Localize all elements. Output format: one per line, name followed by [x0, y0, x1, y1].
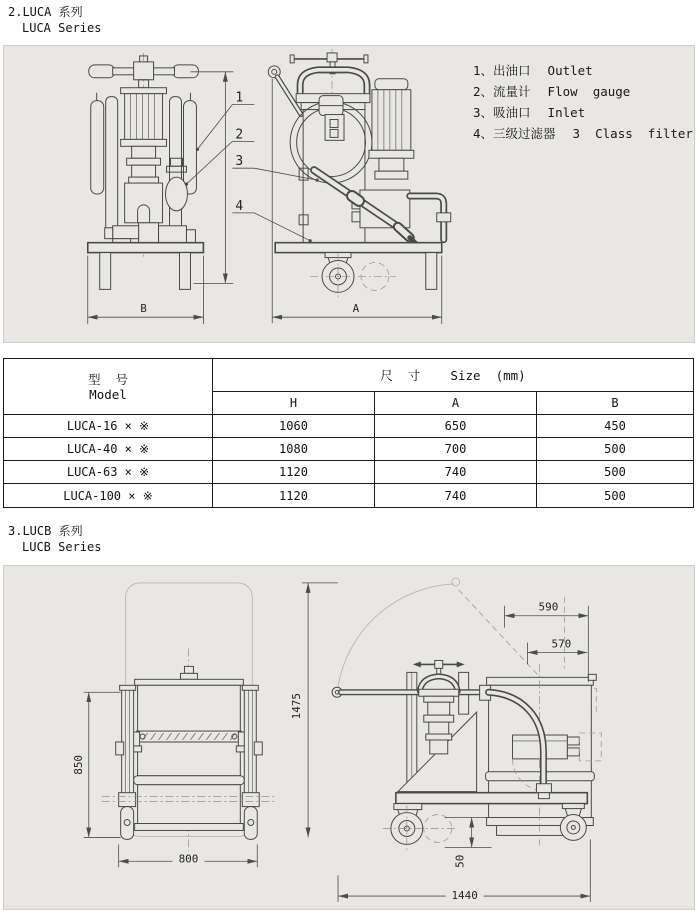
side-base	[275, 243, 442, 290]
dim-50	[445, 818, 492, 868]
h-cell: 1120	[213, 484, 375, 507]
outlet-pipe	[410, 196, 451, 240]
luca-side-view	[268, 49, 450, 324]
dim-label-800: 800	[178, 852, 199, 866]
legend-num: 1、	[473, 63, 494, 78]
legend-num: 2、	[473, 84, 494, 99]
b-cell: 450	[537, 415, 693, 438]
table-header-model	[4, 359, 213, 415]
a-cell: 740	[375, 461, 537, 484]
col-header-h: H	[213, 392, 375, 415]
legend-zh: 吸油口	[493, 105, 531, 120]
h-cell: 1120	[213, 461, 375, 484]
legend-item-4	[473, 123, 693, 144]
legend-en: Flow gauge	[547, 84, 631, 99]
col-header-b: B	[537, 392, 693, 415]
dim-label-590: 590	[538, 600, 559, 614]
callout-4: 4	[235, 198, 244, 214]
dim-label-50: 50	[453, 854, 467, 868]
barrel	[134, 679, 245, 830]
legend-item-1	[473, 60, 693, 81]
pull-handle	[268, 66, 301, 115]
legend-en: Inlet	[547, 105, 586, 120]
caster-wheel	[310, 253, 396, 299]
control-box	[325, 115, 344, 141]
lucb-side-view	[290, 578, 601, 902]
legend-zh: 流量计	[493, 84, 531, 99]
dim-label-570: 570	[551, 637, 572, 651]
legend-num: 4、	[473, 126, 494, 141]
left-caster	[383, 804, 458, 852]
dim-label-1440: 1440	[451, 889, 478, 903]
dim-label-1475: 1475	[290, 693, 304, 720]
filter-housing	[125, 183, 163, 223]
dim-570	[527, 638, 587, 665]
dim-590	[505, 601, 589, 683]
model-header-en: Model	[89, 386, 127, 402]
lid-knob	[180, 666, 197, 679]
section-title-luca-zh: 2.LUCA 系列	[8, 5, 83, 19]
h-cell: 1060	[213, 415, 375, 438]
legend-en: 3 Class filter	[572, 126, 693, 141]
legend-item-3	[473, 102, 693, 123]
section-title-lucb-zh: 3.LUCB 系列	[8, 524, 83, 538]
dim-1475	[290, 583, 338, 838]
side-motor	[369, 79, 414, 179]
dim-label-850: 850	[71, 754, 85, 775]
parts-legend	[473, 60, 693, 144]
callout-3: 3	[235, 154, 244, 170]
lucb-drawings	[4, 566, 694, 909]
model-cell: LUCA-16 × ※	[4, 415, 213, 438]
col-header-a: A	[375, 392, 537, 415]
dim-1440	[338, 839, 590, 902]
h-cell: 1080	[213, 438, 375, 461]
model-cell: LUCA-63 × ※	[4, 461, 213, 484]
legend-zh: 出油口	[493, 63, 531, 78]
legend-num: 3、	[473, 105, 494, 120]
luca-side-dimensions	[272, 256, 442, 325]
luca-drawing-panel	[3, 45, 695, 343]
lucb-drawing-panel	[3, 565, 695, 910]
b-cell: 500	[604, 488, 626, 503]
model-cell: LUCA-40 × ※	[4, 438, 213, 461]
size-table	[3, 358, 694, 508]
legend-zh: 三级过滤器	[493, 126, 556, 141]
callout-2: 2	[235, 127, 244, 143]
dim-label-a: A	[352, 302, 360, 316]
b-cell: 500	[537, 438, 693, 461]
motor	[121, 88, 167, 183]
luca-front-view	[88, 53, 234, 324]
section-title-luca-en: LUCA Series	[22, 21, 102, 35]
a-cell: 700	[375, 438, 537, 461]
legend-en: Outlet	[547, 63, 593, 78]
base-frame	[88, 243, 204, 290]
flow-gauge	[166, 158, 188, 211]
legend-item-2	[473, 81, 693, 102]
callout-1: 1	[235, 90, 244, 106]
a-cell: 650	[375, 415, 537, 438]
section-title-lucb-en: LUCB Series	[22, 540, 102, 554]
model-header-zh: 型 号	[87, 371, 129, 387]
dim-label-b: B	[140, 302, 147, 316]
model-cell: LUCA-100 × ※	[4, 484, 213, 507]
b-cell: 500	[537, 461, 693, 484]
lucb-front-view	[72, 583, 275, 867]
table-header-size: 尺 寸 Size (mm)	[213, 359, 693, 392]
a-cell: 740	[375, 484, 537, 507]
